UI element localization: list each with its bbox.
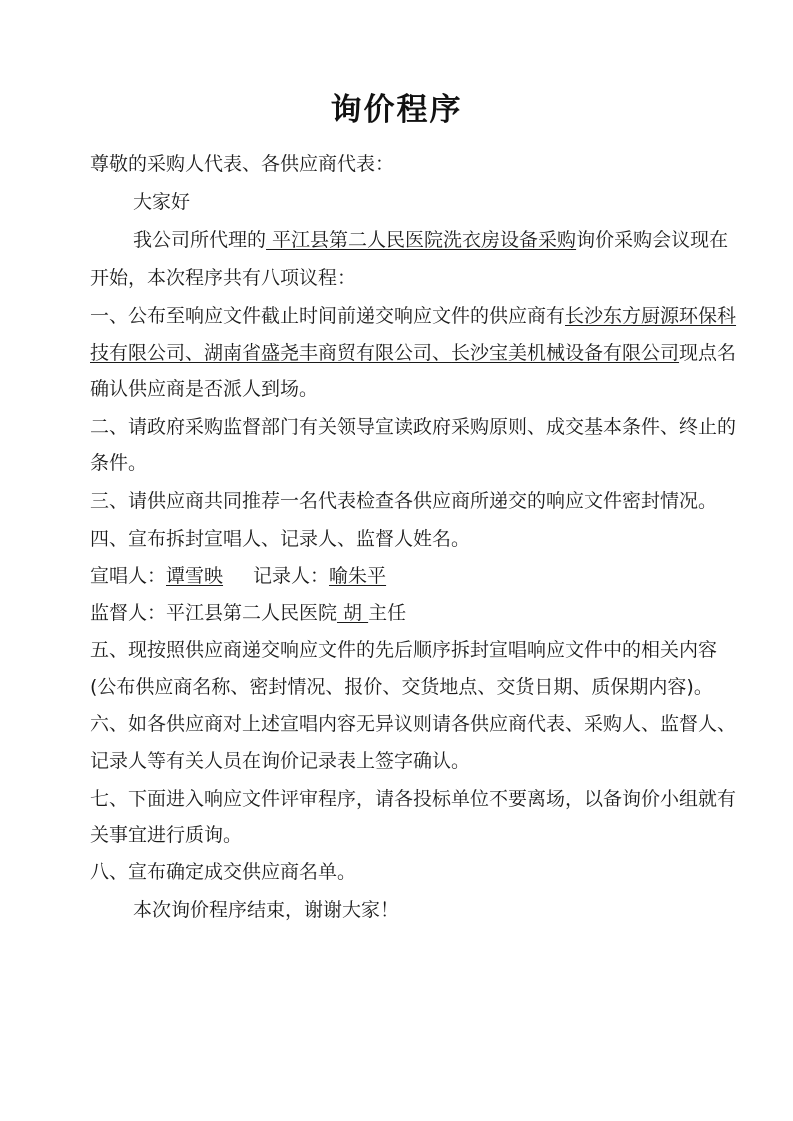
intro-line-1 (133, 228, 728, 252)
item8: 八、宣布确定成交供应商名单。 (90, 861, 357, 883)
supervisor-name: 胡 (337, 602, 369, 624)
supplier-1-part-2: 技有限公司、 (90, 342, 205, 364)
item7-line-2: 关事宜进行质询。 (90, 824, 243, 846)
roles-line (90, 564, 386, 588)
intro-line-2: 开始，本次程序共有八项议程： (90, 267, 357, 289)
item1-line-3: 确认供应商是否派人到场。 (90, 378, 319, 400)
item3: 三、请供应商共同推荐一名代表检查各供应商所递交的响应文件密封情况。 (90, 490, 718, 512)
item2-line-2: 条件。 (90, 452, 148, 474)
item4: 四、宣布拆封宣唱人、记录人、监督人姓名。 (90, 528, 471, 550)
supplier-3: 长沙宝美机械设备有限公司 (451, 342, 680, 364)
supplier-1-part-1: 长沙东方厨源环保科 (565, 305, 737, 327)
recorder-label: 记录人： (253, 565, 330, 587)
item5-line-1: 五、现按照供应商递交响应文件的先后顺序拆封宣唱响应文件中的相关内容 (90, 639, 718, 661)
supervisor-title: 主任 (368, 602, 407, 624)
intro-suffix: 询价采购会议现在 (576, 229, 729, 251)
hello: 大家好 (133, 191, 191, 213)
supervisor-label: 监督人：平江县第二人民医院 (90, 602, 338, 624)
item6-line-2: 记录人等有关人员在询价记录表上签字确认。 (90, 750, 471, 772)
closing: 本次询价程序结束，谢谢大家！ (133, 899, 400, 921)
item1-suffix: 现点名 (679, 342, 737, 364)
announcer-name: 谭雪映 (166, 565, 224, 587)
item2-line-1: 二、请政府采购监督部门有关领导宣读政府采购原则、成交基本条件、终止的 (90, 416, 737, 438)
item7-line-1: 七、下面进入响应文件评审程序，请各投标单位不要离场，以备询价小组就有 (90, 788, 737, 810)
intro-prefix: 我公司所代理的 (133, 229, 267, 251)
item6-line-1: 六、如各供应商对上述宣唱内容无异议则请各供应商代表、采购人、监督人、 (90, 713, 737, 735)
page-title: 询价程序 (330, 92, 463, 128)
item5-line-2: (公布供应商名称、密封情况、报价、交货地点、交货日期、质保期内容)。 (90, 676, 713, 698)
announcer-label: 宣唱人： (90, 565, 167, 587)
supplier-2: 湖南省盛尧丰商贸有限公司、 (204, 342, 452, 364)
supervisor-line (90, 601, 406, 625)
item1-line-2 (90, 341, 736, 365)
greeting: 尊敬的采购人代表、各供应商代表： (90, 153, 395, 175)
recorder-name: 喻朱平 (329, 565, 387, 587)
project-name: 平江县第二人民医院洗衣房设备采购 (266, 229, 577, 251)
item1-line-1 (90, 304, 736, 328)
item1-prefix: 一、公布至响应文件截止时间前递交响应文件的供应商有 (90, 305, 566, 327)
